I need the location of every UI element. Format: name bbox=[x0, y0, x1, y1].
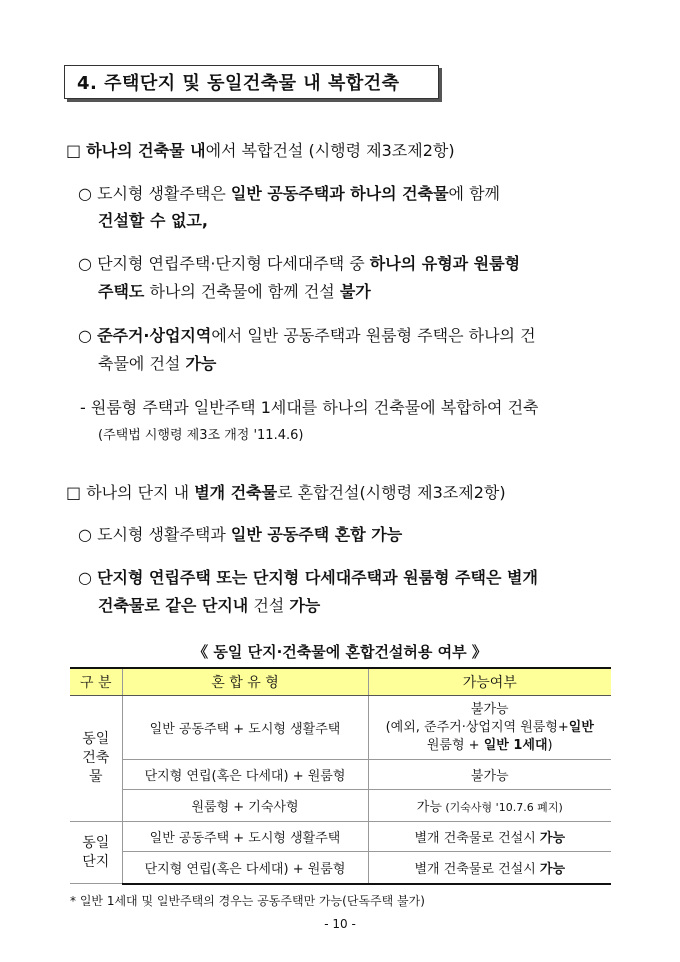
text: 건설 bbox=[248, 596, 290, 615]
bold-text: 일반 bbox=[568, 719, 594, 735]
text: 가능 bbox=[416, 800, 442, 815]
bold-text: 건설할 수 없고, bbox=[98, 211, 208, 230]
mix-type-cell: 단지형 연립(혹은 다세대) + 원룸형 bbox=[122, 852, 368, 884]
header-category: 구 분 bbox=[70, 668, 122, 696]
table-caption: 《 동일 단지·건축물에 혼합건설허용 여부 》 bbox=[193, 643, 487, 661]
result-line bbox=[373, 719, 608, 737]
mix-type-cell: 일반 공동주택 + 도시형 생활주택 bbox=[122, 822, 368, 852]
header-type: 혼 합 유 형 bbox=[122, 668, 368, 696]
bold-text: 가능 bbox=[539, 861, 566, 877]
bold-text: 가능 bbox=[289, 596, 321, 615]
result-cell bbox=[368, 790, 611, 822]
bold-text: 가능 bbox=[185, 354, 217, 373]
bold-text: 일반 공동주택과 하나의 건축물 bbox=[230, 184, 449, 203]
checkbox-marker: □ bbox=[66, 141, 82, 160]
section-title: 4. 주택단지 및 동일건축물 내 복합건축 bbox=[77, 73, 400, 94]
page-number: - 10 - bbox=[324, 917, 356, 931]
text: 도시형 생활주택과 bbox=[97, 525, 231, 544]
bullet-4 bbox=[78, 525, 402, 545]
bullet-2 bbox=[78, 254, 520, 274]
bullet-marker: ○ bbox=[78, 184, 92, 203]
small-text: (기숙사형 '10.7.6 폐지) bbox=[441, 801, 563, 814]
dash-marker: - bbox=[80, 398, 86, 417]
mix-type-cell: 원룸형 + 기숙사형 bbox=[122, 790, 368, 822]
bullet-3-cont bbox=[98, 354, 216, 374]
bullet-1-cont bbox=[98, 211, 208, 231]
bullet-marker: ○ bbox=[78, 326, 92, 345]
bold-text: 일반 1세대 bbox=[483, 737, 548, 753]
group-same-building: 동일 건축 물 bbox=[70, 696, 122, 822]
result-cell bbox=[368, 696, 611, 760]
table-row bbox=[70, 852, 611, 884]
text: ) bbox=[547, 737, 553, 753]
footnote: * 일반 1세대 및 일반주택의 경우는 공동주택만 가능(단독주택 불가) bbox=[70, 894, 425, 908]
result-cell: 불가능 bbox=[368, 760, 611, 790]
result-cell bbox=[368, 852, 611, 884]
text: 하나의 건축물에 함께 건설 bbox=[144, 282, 340, 301]
bullet-3 bbox=[78, 326, 536, 346]
bold-text: 하나의 유형과 원룸형 bbox=[369, 254, 521, 273]
text: 에 함께 bbox=[448, 184, 500, 203]
text: 도시형 생활주택은 bbox=[97, 184, 231, 203]
bold-text: 준주거·상업지역 bbox=[97, 326, 212, 345]
bold-text: 불가 bbox=[339, 282, 371, 301]
mix-type-cell: 일반 공동주택 + 도시형 생활주택 bbox=[122, 696, 368, 760]
bold-text: 가능 bbox=[539, 831, 566, 846]
table-header-row bbox=[70, 668, 611, 696]
dash-item-1 bbox=[80, 398, 539, 418]
result-line: 불가능 bbox=[470, 701, 509, 717]
bullet-5-cont bbox=[98, 596, 320, 616]
text: 축물에 건설 bbox=[98, 354, 186, 373]
bold-text: 단지형 연립주택 또는 단지형 다세대주택과 원룸형 주택은 별개 bbox=[97, 568, 538, 587]
bold-text: 건축물로 같은 단지내 bbox=[98, 596, 249, 615]
result-line bbox=[373, 737, 608, 755]
section-heading-1 bbox=[66, 141, 455, 161]
mix-type-cell: 단지형 연립(혹은 다세대) + 원룸형 bbox=[122, 760, 368, 790]
text: (주택법 시행령 제3조 개정 '11.4.6) bbox=[98, 428, 304, 443]
table-row bbox=[70, 822, 611, 852]
table-row bbox=[70, 760, 611, 790]
bullet-marker: ○ bbox=[78, 568, 92, 587]
text: 별개 건축물로 건설시 bbox=[414, 861, 540, 877]
bullet-5 bbox=[78, 568, 538, 588]
text: 로 혼합건설(시행령 제3조제2항) bbox=[277, 483, 506, 502]
heading-text: 에서 복합건설 (시행령 제3조제2항) bbox=[205, 141, 455, 160]
table-row bbox=[70, 696, 611, 760]
header-result: 가능여부 bbox=[368, 668, 611, 696]
bullet-1 bbox=[78, 184, 500, 204]
bold-text: 주택도 bbox=[98, 282, 145, 301]
table-row bbox=[70, 790, 611, 822]
section-title-box bbox=[64, 65, 439, 99]
text: 하나의 단지 내 bbox=[86, 483, 195, 502]
text: 원룸형 주택과 일반주택 1세대를 하나의 건축물에 복합하여 건축 bbox=[90, 398, 539, 417]
bullet-2-cont bbox=[98, 282, 371, 302]
group-same-complex: 동일 단지 bbox=[70, 822, 122, 884]
bold-text: 일반 공동주택 혼합 가능 bbox=[230, 525, 403, 544]
text: 에서 일반 공동주택과 원룸형 주택은 하나의 건 bbox=[211, 326, 536, 345]
text: 별개 건축물로 건설시 bbox=[414, 831, 540, 846]
result-cell bbox=[368, 822, 611, 852]
bullet-marker: ○ bbox=[78, 254, 92, 273]
bullet-marker: ○ bbox=[78, 525, 92, 544]
text: (예외, 준주거·상업지역 원룸형+ bbox=[385, 719, 569, 735]
dash-item-1-sub bbox=[98, 426, 303, 446]
checkbox-marker: □ bbox=[66, 483, 82, 502]
section-heading-2 bbox=[66, 483, 506, 503]
text: 원룸형 + bbox=[426, 737, 484, 753]
bold-text: 별개 건축물 bbox=[194, 483, 278, 502]
text: 단지형 연립주택·단지형 다세대주택 중 bbox=[97, 254, 370, 273]
heading-bold: 하나의 건축물 내 bbox=[86, 141, 206, 160]
comparison-table bbox=[70, 667, 611, 885]
